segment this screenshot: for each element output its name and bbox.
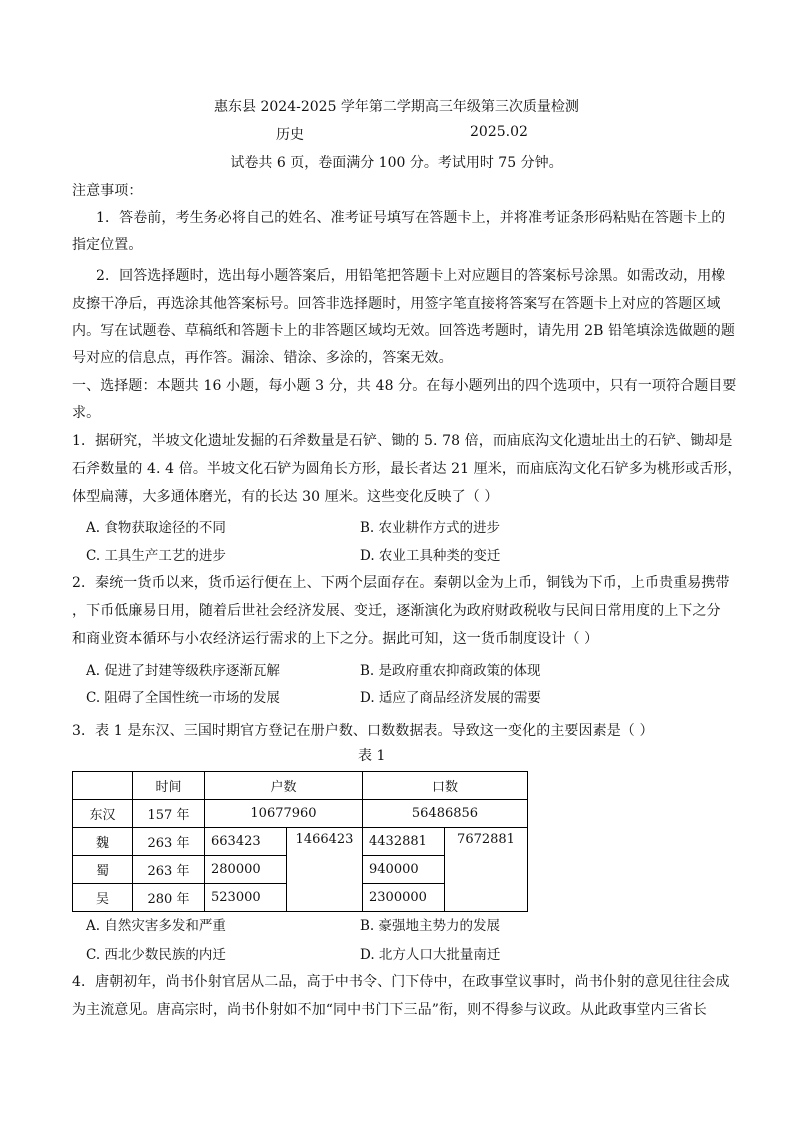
q2-line-1: 2．秦统一货币以来，货币运行便在上、下两个层面存在。秦朝以金为上币，铜钱为下币，上币贵重易携带 xyxy=(72,575,730,591)
note-2-line-4: 号对应的信息点，再作答。漏涂、错涂、多涂的，答案无效。 xyxy=(72,350,453,366)
q1-line-3: 体型扁薄，大多通体磨光，有的长达 30 厘米。这些变化反映了（ ） xyxy=(72,489,499,505)
table-cell-dynasty: 蜀 xyxy=(73,856,133,884)
q2-line-2: ，下币低廉易日用，随着后世社会经济发展、变迁，逐渐演化为政府财政税收与民间日常用度的上下之分 xyxy=(72,603,721,619)
q1-option-b: B. 农业耕作方式的进步 xyxy=(360,520,501,536)
table-header-time: 时间 xyxy=(133,772,205,800)
q3-line-1: 3．表 1 是东汉、三国时期官方登记在册户数、口数数据表。导致这一变化的主要因素是（ ） xyxy=(72,723,654,739)
q2-option-c: C. 阻碍了全国性统一市场的发展 xyxy=(86,690,280,706)
notes-heading: 注意事项： xyxy=(72,183,143,199)
q4-line-2: 为主流意见。唐高宗时，尚书仆射如不加“同中书门下三品”衔，则不得参与议政。从此政事堂内三省长 xyxy=(72,1002,707,1018)
table-cell-hu: 663423 xyxy=(205,828,287,856)
note-2-line-1: 2．回答选择题时，选出每小题答案后，用铅笔把答题卡上对应题目的答案标号涂黑。如需改动，用橡 xyxy=(96,268,726,284)
q4-line-1: 4．唐朝初年，尚书仆射官居从二品，高于中书令、门下侍中，在政事堂议事时，尚书仆射的意见往往会成 xyxy=(72,974,730,990)
table-cell-hu: 280000 xyxy=(205,856,287,884)
table-cell-kou: 940000 xyxy=(363,856,445,884)
table-cell-hu: 10677960 xyxy=(205,800,363,828)
table-cell-dynasty: 东汉 xyxy=(73,800,133,828)
note-1-line-2: 指定位置。 xyxy=(72,237,143,253)
table-cell-time: 280 年 xyxy=(133,884,205,912)
q2-line-3: 和商业资本循环与小农经济运行需求的上下之分。据此可知，这一货币制度设计（ ） xyxy=(72,631,599,647)
q3-option-c: C. 西北少数民族的内迁 xyxy=(86,947,226,963)
table-header-empty xyxy=(73,772,133,800)
table-cell-hu: 523000 xyxy=(205,884,287,912)
table-cell-kou-total: 7672881 xyxy=(445,828,528,912)
exam-date: 2025.02 xyxy=(470,124,528,140)
q3-option-d: D. 北方人口大批量南迁 xyxy=(360,947,501,963)
note-2-line-3: 内。写在试题卷、草稿纸和答题卡上的非答题区域均无效。回答选考题时，请先用 2B 铅笔填涂选做题的题 xyxy=(72,323,735,339)
q1-line-1: 1．据研究，半坡文化遗址发掘的石斧数量是石铲、锄的 5. 78 倍，而庙底沟文化遗址出土的石铲、锄却是 xyxy=(72,433,733,449)
q2-option-a: A. 促进了封建等级秩序逐渐瓦解 xyxy=(86,663,280,679)
table-header-kou: 口数 xyxy=(363,772,528,800)
q1-option-c: C. 工具生产工艺的进步 xyxy=(86,548,226,564)
table-header-row xyxy=(73,772,528,800)
table-cell-time: 263 年 xyxy=(133,856,205,884)
table-row xyxy=(73,800,528,828)
table-cell-hu-total: 1466423 xyxy=(287,828,363,912)
subject-label: 历史 xyxy=(276,127,304,143)
note-1-line-1: 1．答卷前，考生务必将自己的姓名、准考证号填写在答题卡上，并将准考证条形码粘贴在答题卡上的 xyxy=(96,210,726,226)
note-2-line-2: 皮擦干净后，再选涂其他答案标号。回答非选择题时，用签字笔直接将答案写在答题卡上对应的答题区域 xyxy=(72,296,721,312)
table-cell-kou: 2300000 xyxy=(363,884,445,912)
section-1-line-1: 一、选择题：本题共 16 小题，每小题 3 分，共 48 分。在每小题列出的四个选项中，只有一项符合题目要 xyxy=(72,378,737,394)
table-cell-kou: 4432881 xyxy=(363,828,445,856)
table-cell-time: 157 年 xyxy=(133,800,205,828)
table-row xyxy=(73,828,528,856)
q3-option-a: A. 自然灾害多发和严重 xyxy=(86,918,226,934)
exam-title: 惠东县 2024-2025 学年第二学期高三年级第三次质量检测 xyxy=(214,99,579,115)
q1-line-2: 石斧数量的 4. 4 倍。半坡文化石铲为圆角长方形，最长者达 21 厘米，而庙底沟文化石铲多为桃形或舌形， xyxy=(72,461,742,477)
table-cell-kou: 56486856 xyxy=(363,800,528,828)
exam-info: 试卷共 6 页，卷面满分 100 分。考试用时 75 分钟。 xyxy=(230,155,563,171)
q3-option-b: B. 豪强地主势力的发展 xyxy=(360,918,501,934)
table-cell-time: 263 年 xyxy=(133,828,205,856)
table-caption: 表 1 xyxy=(358,748,386,764)
section-1-line-2: 求。 xyxy=(72,405,101,421)
table-cell-dynasty: 吴 xyxy=(73,884,133,912)
q2-option-d: D. 适应了商品经济发展的需要 xyxy=(360,690,541,706)
table-header-hu: 户数 xyxy=(205,772,363,800)
q2-option-b: B. 是政府重农抑商政策的体现 xyxy=(360,663,541,679)
q1-option-a: A. 食物获取途径的不同 xyxy=(86,520,226,536)
table-cell-dynasty: 魏 xyxy=(73,828,133,856)
q1-option-d: D. 农业工具种类的变迁 xyxy=(360,548,501,564)
population-table xyxy=(72,771,528,912)
